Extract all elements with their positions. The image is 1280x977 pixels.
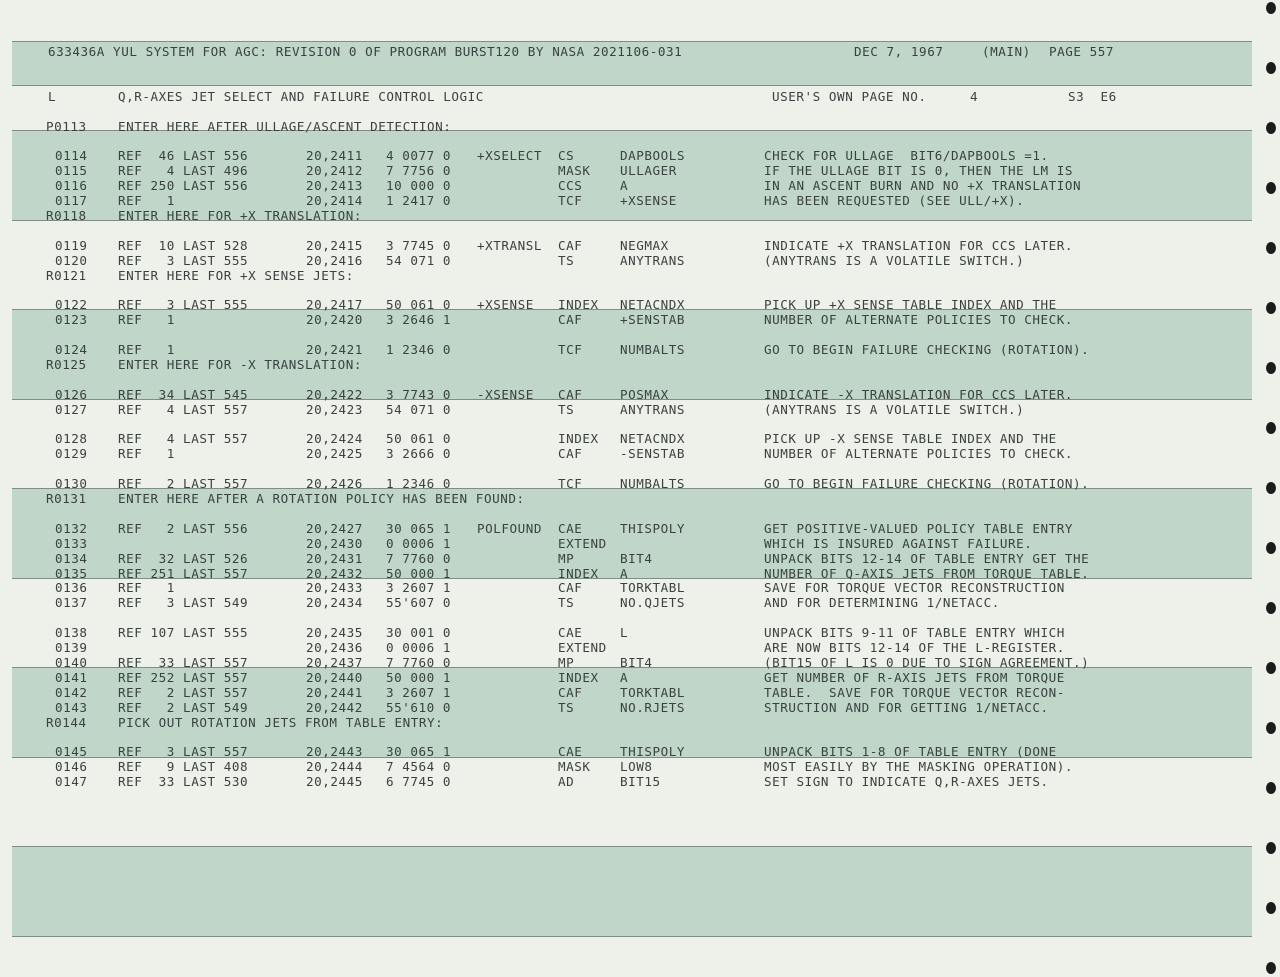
address-field: 20,2442 xyxy=(306,699,363,715)
value-field: 50 061 0 xyxy=(386,297,452,313)
ref-field: REF 3 LAST 555 xyxy=(118,297,249,313)
sprocket-hole-icon xyxy=(1266,542,1276,554)
operand-field: ANYTRANS xyxy=(620,252,686,268)
line-number: 0119 xyxy=(55,237,88,253)
remark-text: ENTER HERE AFTER A ROTATION POLICY HAS BEEN FOUND: xyxy=(118,491,525,506)
line-number: 0135 xyxy=(55,565,88,581)
comment-field: SAVE FOR TORQUE VECTOR RECONSTRUCTION xyxy=(764,580,1065,596)
opcode-field: INDEX xyxy=(558,669,599,685)
ref-field: REF 250 LAST 556 xyxy=(118,178,249,194)
operand-field: A xyxy=(620,565,629,581)
operand-field: NUMBALTS xyxy=(620,476,686,492)
value-field: 10 000 0 xyxy=(386,178,452,194)
ref-field: REF 251 LAST 557 xyxy=(118,565,249,581)
comment-field: HAS BEEN REQUESTED (SEE ULL/+X). xyxy=(764,193,1025,208)
section-title: Q,R-AXES JET SELECT AND FAILURE CONTROL LOGIC xyxy=(118,89,484,104)
opcode-field: TCF xyxy=(558,476,583,492)
value-field: 1 2346 0 xyxy=(386,476,452,492)
value-field: 30 065 1 xyxy=(386,744,452,760)
sprocket-hole-icon xyxy=(1266,902,1276,914)
line-number: 0147 xyxy=(55,774,88,790)
opcode-field: EXTEND xyxy=(558,535,607,551)
operand-field: THISPOLY xyxy=(620,744,686,760)
remark-text: ENTER HERE FOR -X TRANSLATION: xyxy=(118,356,362,372)
ref-field: REF 1 xyxy=(118,580,175,596)
value-field: 3 7743 0 xyxy=(386,386,452,402)
comment-field: GO TO BEGIN FAILURE CHECKING (ROTATION). xyxy=(764,342,1090,357)
rule xyxy=(12,936,1252,937)
address-field: 20,2444 xyxy=(306,759,363,775)
comment-field: NUMBER OF Q-AXIS JETS FROM TORQUE TABLE. xyxy=(764,565,1090,581)
address-field: 20,2431 xyxy=(306,550,363,566)
opcode-field: CAF xyxy=(558,237,583,253)
address-field: 20,2424 xyxy=(306,431,363,447)
comment-field: PICK UP +X SENSE TABLE INDEX AND THE xyxy=(764,297,1057,313)
value-field: 0 0006 1 xyxy=(386,535,452,551)
comment-field: IN AN ASCENT BURN AND NO +X TRANSLATION xyxy=(764,178,1082,194)
address-field: 20,2427 xyxy=(306,520,363,536)
sprocket-hole-icon xyxy=(1266,782,1276,794)
ref-field: REF 32 LAST 526 xyxy=(118,550,249,566)
address-field: 20,2445 xyxy=(306,774,363,790)
remark-id: R0121 xyxy=(46,267,87,283)
address-field: 20,2412 xyxy=(306,163,363,179)
opcode-field: TS xyxy=(558,401,575,417)
sprocket-hole-icon xyxy=(1266,122,1276,134)
opcode-field: TS xyxy=(558,252,575,268)
operand-field: BIT15 xyxy=(620,774,661,790)
label-field: +XTRANSL xyxy=(477,237,543,253)
comment-field: TABLE. SAVE FOR TORQUE VECTOR RECON- xyxy=(764,684,1065,700)
sprocket-hole-icon xyxy=(1266,422,1276,434)
ref-field: REF 1 xyxy=(118,342,175,357)
operand-field: LOW8 xyxy=(620,759,653,775)
remark-id: R0144 xyxy=(46,714,87,730)
header-main: (MAIN) xyxy=(982,44,1031,59)
ref-field: REF 1 xyxy=(118,446,175,462)
ref-field: REF 33 LAST 557 xyxy=(118,654,249,670)
operand-field: NO.QJETS xyxy=(620,595,686,611)
address-field: 20,2420 xyxy=(306,312,363,328)
address-field: 20,2423 xyxy=(306,401,363,417)
opcode-field: CAF xyxy=(558,580,583,596)
value-field: 3 2607 1 xyxy=(386,684,452,700)
line-number: 0122 xyxy=(55,297,88,313)
value-field: 3 2666 0 xyxy=(386,446,452,462)
remark-text: PICK OUT ROTATION JETS FROM TABLE ENTRY: xyxy=(118,714,444,730)
value-field: 30 001 0 xyxy=(386,625,452,641)
address-field: 20,2426 xyxy=(306,476,363,492)
value-field: 50 000 1 xyxy=(386,669,452,685)
operand-field: ULLAGER xyxy=(620,163,677,179)
remark-id: R0125 xyxy=(46,356,87,372)
value-field: 0 0006 1 xyxy=(386,640,452,655)
address-field: 20,2443 xyxy=(306,744,363,760)
address-field: 20,2440 xyxy=(306,669,363,685)
operand-field: BIT4 xyxy=(620,550,653,566)
opcode-field: CS xyxy=(558,148,575,164)
sprocket-hole-icon xyxy=(1266,602,1276,614)
paper-band xyxy=(12,846,1252,936)
operand-field: BIT4 xyxy=(620,654,653,670)
opcode-field: CAF xyxy=(558,312,583,328)
card-type: L xyxy=(48,89,57,104)
opcode-field: CAE xyxy=(558,625,583,641)
opcode-field: CAF xyxy=(558,684,583,700)
line-number: 0117 xyxy=(55,193,88,208)
line-number: 0128 xyxy=(55,431,88,447)
value-field: 7 7756 0 xyxy=(386,163,452,179)
operand-field: THISPOLY xyxy=(620,520,686,536)
operand-field: NETACNDX xyxy=(620,431,686,447)
line-number: 0116 xyxy=(55,178,88,194)
comment-field: UNPACK BITS 1-8 OF TABLE ENTRY (DONE xyxy=(764,744,1057,760)
opcode-field: INDEX xyxy=(558,431,599,447)
value-field: 7 4564 0 xyxy=(386,759,452,775)
remark-text: ENTER HERE AFTER ULLAGE/ASCENT DETECTION: xyxy=(118,118,452,134)
opcode-field: TCF xyxy=(558,342,583,357)
value-field: 55'610 0 xyxy=(386,699,452,715)
opcode-field: MASK xyxy=(558,759,591,775)
opcode-field: INDEX xyxy=(558,297,599,313)
ref-field: REF 46 LAST 556 xyxy=(118,148,249,164)
value-field: 4 0077 0 xyxy=(386,148,452,164)
value-field: 50 000 1 xyxy=(386,565,452,581)
label-field: +XSELECT xyxy=(477,148,543,164)
comment-field: INDICATE -X TRANSLATION FOR CCS LATER. xyxy=(764,386,1074,402)
sprocket-hole-icon xyxy=(1266,2,1276,14)
line-number: 0137 xyxy=(55,595,88,611)
line-number: 0127 xyxy=(55,401,88,417)
line-number: 0136 xyxy=(55,580,88,596)
comment-field: UNPACK BITS 9-11 OF TABLE ENTRY WHICH xyxy=(764,625,1065,641)
line-number: 0130 xyxy=(55,476,88,492)
address-field: 20,2417 xyxy=(306,297,363,313)
remark-text: ENTER HERE FOR +X TRANSLATION: xyxy=(118,207,362,223)
opcode-field: CAF xyxy=(558,386,583,402)
value-field: 3 2607 1 xyxy=(386,580,452,596)
operand-field: TORKTABL xyxy=(620,684,686,700)
line-number: 0143 xyxy=(55,699,88,715)
comment-field: INDICATE +X TRANSLATION FOR CCS LATER. xyxy=(764,237,1074,253)
operand-field: DAPBOOLS xyxy=(620,148,686,164)
line-number: 0139 xyxy=(55,640,88,655)
comment-field: IF THE ULLAGE BIT IS 0, THEN THE LM IS xyxy=(764,163,1074,179)
comment-field: STRUCTION AND FOR GETTING 1/NETACC. xyxy=(764,699,1049,715)
opcode-field: INDEX xyxy=(558,565,599,581)
address-field: 20,2425 xyxy=(306,446,363,462)
ref-field: REF 1 xyxy=(118,193,175,208)
header-page: PAGE 557 xyxy=(1049,44,1115,59)
remark-text: ENTER HERE FOR +X SENSE JETS: xyxy=(118,267,354,283)
line-number: 0126 xyxy=(55,386,88,402)
address-field: 20,2441 xyxy=(306,684,363,700)
opcode-field: MASK xyxy=(558,163,591,179)
ref-field: REF 107 LAST 555 xyxy=(118,625,249,641)
ref-field: REF 2 LAST 549 xyxy=(118,699,249,715)
comment-field: GET POSITIVE-VALUED POLICY TABLE ENTRY xyxy=(764,520,1074,536)
sprocket-hole-icon xyxy=(1266,662,1276,674)
ref-field: REF 33 LAST 530 xyxy=(118,774,249,790)
ref-field: REF 3 LAST 555 xyxy=(118,252,249,268)
address-field: 20,2415 xyxy=(306,237,363,253)
line-number: 0115 xyxy=(55,163,88,179)
value-field: 1 2417 0 xyxy=(386,193,452,208)
sprocket-hole-icon xyxy=(1266,362,1276,374)
sprocket-hole-icon xyxy=(1266,482,1276,494)
opcode-field: TS xyxy=(558,699,575,715)
ref-field: REF 9 LAST 408 xyxy=(118,759,249,775)
ref-field: REF 34 LAST 545 xyxy=(118,386,249,402)
operand-field: NUMBALTS xyxy=(620,342,686,357)
operand-field: L xyxy=(620,625,629,641)
comment-field: SET SIGN TO INDICATE Q,R-AXES JETS. xyxy=(764,774,1049,790)
address-field: 20,2436 xyxy=(306,640,363,655)
rule xyxy=(12,846,1252,847)
value-field: 3 7745 0 xyxy=(386,237,452,253)
comment-field: NUMBER OF ALTERNATE POLICIES TO CHECK. xyxy=(764,312,1074,328)
value-field: 6 7745 0 xyxy=(386,774,452,790)
comment-field: PICK UP -X SENSE TABLE INDEX AND THE xyxy=(764,431,1057,447)
sprocket-hole-icon xyxy=(1266,182,1276,194)
address-field: 20,2433 xyxy=(306,580,363,596)
address-field: 20,2413 xyxy=(306,178,363,194)
opcode-field: TS xyxy=(558,595,575,611)
sprocket-hole-icon xyxy=(1266,962,1276,974)
ref-field: REF 4 LAST 496 xyxy=(118,163,249,179)
ref-field: REF 3 LAST 557 xyxy=(118,744,249,760)
operand-field: +SENSTAB xyxy=(620,312,686,328)
address-field: 20,2434 xyxy=(306,595,363,611)
comment-field: UNPACK BITS 12-14 OF TABLE ENTRY GET THE xyxy=(764,550,1090,566)
ref-field: REF 2 LAST 557 xyxy=(118,476,249,492)
value-field: 7 7760 0 xyxy=(386,550,452,566)
opcode-field: CAE xyxy=(558,744,583,760)
line-number: 0133 xyxy=(55,535,88,551)
opcode-field: MP xyxy=(558,654,575,670)
value-field: 55'607 0 xyxy=(386,595,452,611)
ref-field: REF 1 xyxy=(118,312,175,328)
line-number: 0146 xyxy=(55,759,88,775)
comment-field: NUMBER OF ALTERNATE POLICIES TO CHECK. xyxy=(764,446,1074,462)
line-number: 0142 xyxy=(55,684,88,700)
line-number: 0138 xyxy=(55,625,88,641)
value-field: 50 061 0 xyxy=(386,431,452,447)
ref-field: REF 3 LAST 549 xyxy=(118,595,249,611)
comment-field: GET NUMBER OF R-AXIS JETS FROM TORQUE xyxy=(764,669,1065,685)
line-number: 0114 xyxy=(55,148,88,164)
sprocket-hole-icon xyxy=(1266,242,1276,254)
opcode-field: CCS xyxy=(558,178,583,194)
line-number: 0124 xyxy=(55,342,88,357)
address-field: 20,2421 xyxy=(306,342,363,357)
comment-field: AND FOR DETERMINING 1/NETACC. xyxy=(764,595,1000,611)
value-field: 3 2646 1 xyxy=(386,312,452,328)
remark-id: R0131 xyxy=(46,491,87,506)
address-field: 20,2416 xyxy=(306,252,363,268)
sprocket-holes xyxy=(1266,0,1278,977)
comment-field: (BIT15 OF L IS 0 DUE TO SIGN AGREEMENT.) xyxy=(764,654,1090,670)
rule xyxy=(12,85,1252,86)
label-field: POLFOUND xyxy=(477,520,543,536)
value-field: 30 065 1 xyxy=(386,520,452,536)
opcode-field: TCF xyxy=(558,193,583,208)
line-number: 0134 xyxy=(55,550,88,566)
rule xyxy=(12,41,1252,42)
value-field: 54 071 0 xyxy=(386,401,452,417)
opcode-field: CAE xyxy=(558,520,583,536)
comment-field: WHICH IS INSURED AGAINST FAILURE. xyxy=(764,535,1033,551)
opcode-field: AD xyxy=(558,774,575,790)
header-program: 633436A YUL SYSTEM FOR AGC: REVISION 0 OF PROGRAM BURST120 BY NASA 2021106-031 xyxy=(48,44,683,59)
comment-field: MOST EASILY BY THE MASKING OPERATION). xyxy=(764,759,1074,775)
address-field: 20,2422 xyxy=(306,386,363,402)
ref-field: REF 4 LAST 557 xyxy=(118,431,249,447)
line-number: 0140 xyxy=(55,654,88,670)
operand-field: NETACNDX xyxy=(620,297,686,313)
value-field: 7 7760 0 xyxy=(386,654,452,670)
operand-field: +XSENSE xyxy=(620,193,677,208)
line-number: 0145 xyxy=(55,744,88,760)
value-field: 54 071 0 xyxy=(386,252,452,268)
address-field: 20,2435 xyxy=(306,625,363,641)
opcode-field: MP xyxy=(558,550,575,566)
operand-field: NO.RJETS xyxy=(620,699,686,715)
operand-field: POSMAX xyxy=(620,386,669,402)
comment-field: (ANYTRANS IS A VOLATILE SWITCH.) xyxy=(764,252,1025,268)
comment-field: CHECK FOR ULLAGE BIT6/DAPBOOLS =1. xyxy=(764,148,1049,164)
address-field: 20,2437 xyxy=(306,654,363,670)
header-date: DEC 7, 1967 xyxy=(854,44,944,59)
sprocket-hole-icon xyxy=(1266,722,1276,734)
operand-field: -SENSTAB xyxy=(620,446,686,462)
operand-field: TORKTABL xyxy=(620,580,686,596)
ref-field: REF 252 LAST 557 xyxy=(118,669,249,685)
ref-field: REF 2 LAST 556 xyxy=(118,520,249,536)
users-page-number: 4 xyxy=(970,89,979,104)
address-field: 20,2411 xyxy=(306,148,363,164)
users-page-label: USER'S OWN PAGE NO. xyxy=(772,89,927,104)
ref-field: REF 4 LAST 557 xyxy=(118,401,249,417)
line-number: 0141 xyxy=(55,669,88,685)
label-field: -XSENSE xyxy=(477,386,534,402)
line-number: 0132 xyxy=(55,520,88,536)
line-number: 0129 xyxy=(55,446,88,462)
label-field: +XSENSE xyxy=(477,297,534,313)
remark-id: R0118 xyxy=(46,207,87,223)
address-field: 20,2414 xyxy=(306,193,363,208)
remark-id: P0113 xyxy=(46,118,87,134)
operand-field: NEGMAX xyxy=(620,237,669,253)
value-field: 1 2346 0 xyxy=(386,342,452,357)
operand-field: ANYTRANS xyxy=(620,401,686,417)
comment-field: (ANYTRANS IS A VOLATILE SWITCH.) xyxy=(764,401,1025,417)
comment-field: ARE NOW BITS 12-14 OF THE L-REGISTER. xyxy=(764,640,1065,655)
opcode-field: CAF xyxy=(558,446,583,462)
line-number: 0120 xyxy=(55,252,88,268)
operand-field: A xyxy=(620,669,629,685)
address-field: 20,2430 xyxy=(306,535,363,551)
comment-field: GO TO BEGIN FAILURE CHECKING (ROTATION). xyxy=(764,476,1090,492)
sprocket-hole-icon xyxy=(1266,302,1276,314)
line-number: 0123 xyxy=(55,312,88,328)
operand-field: A xyxy=(620,178,629,194)
ref-field: REF 2 LAST 557 xyxy=(118,684,249,700)
opcode-field: EXTEND xyxy=(558,640,607,655)
address-field: 20,2432 xyxy=(306,565,363,581)
sprocket-hole-icon xyxy=(1266,842,1276,854)
sprocket-hole-icon xyxy=(1266,62,1276,74)
page-code: S3 E6 xyxy=(1068,89,1117,104)
ref-field: REF 10 LAST 528 xyxy=(118,237,249,253)
